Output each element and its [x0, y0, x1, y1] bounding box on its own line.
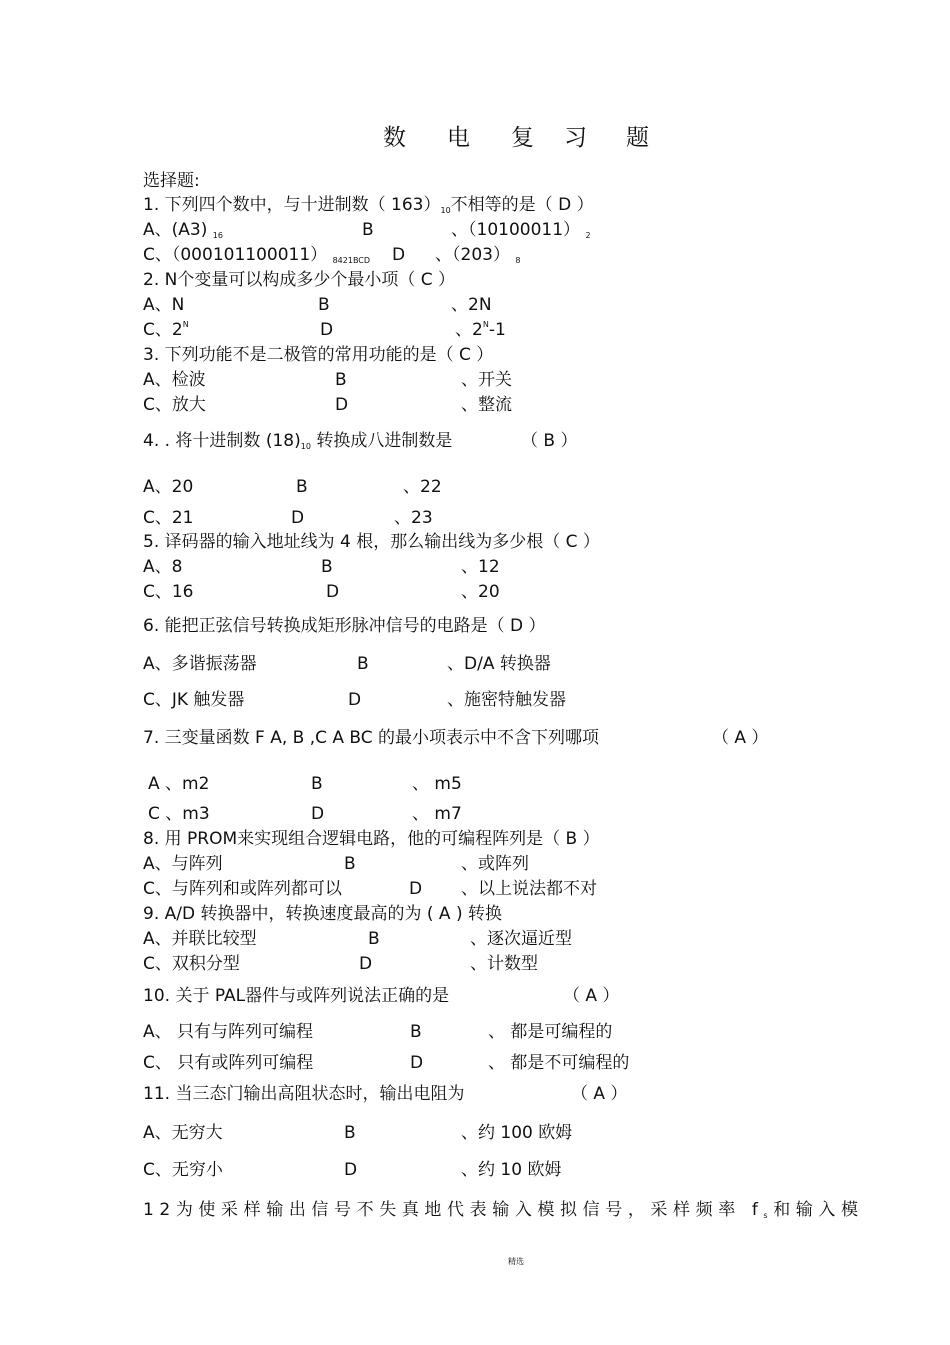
q1-option-d-letter: D [392, 245, 406, 265]
q10-option-b: 、 都是可编程的 [488, 1022, 613, 1042]
q8-option-d: 、以上说法都不对 [461, 879, 597, 899]
q3-option-c: C、放大 [143, 395, 206, 415]
q5-option-a: A、8 [143, 557, 183, 577]
q8-option-b: 、或阵列 [461, 854, 529, 874]
page-footer: 精选 [508, 1257, 524, 1266]
q5-option-c: C、16 [143, 582, 194, 602]
q11-option-b-letter: B [344, 1123, 356, 1143]
q8-option-b-letter: B [344, 854, 356, 874]
q9-option-b-letter: B [368, 929, 380, 949]
q9-option-d-letter: D [359, 954, 373, 974]
q2-option-b-letter: B [318, 295, 330, 315]
section-heading: 选择题: [143, 171, 200, 191]
q10-option-a: A、 只有与阵列可编程 [143, 1022, 314, 1042]
q9-option-c: C、双积分型 [143, 954, 240, 974]
q7-option-d: 、 m7 [412, 804, 462, 824]
q4-stem: 4. . 将十进制数 $(18)_{10}$ 转换成八进制数是 [143, 431, 453, 451]
q5-option-b: 、12 [461, 557, 500, 577]
q11-option-a: A、无穷大 [143, 1123, 223, 1143]
q9-stem: 9. A/D 转换器中，转换速度最高的为 ( A ) 转换 [143, 904, 502, 924]
q11-option-b: 、约 100 欧姆 [461, 1123, 573, 1143]
q7-stem: 7. 三变量函数 F A, B ,C A BC 的最小项表示中不含下列哪项 [143, 728, 600, 748]
q3-stem: 3. 下列功能不是二极管的常用功能的是（ C ） [143, 345, 494, 365]
title-char-5: 题 [626, 125, 649, 151]
q2-option-a: A、N [143, 295, 185, 315]
q1-option-b-letter: B [362, 220, 374, 240]
q5-stem: 5. 译码器的输入地址线为 4 根，那么输出线为多少根（ C ） [143, 532, 600, 552]
q11-option-d-letter: D [344, 1160, 358, 1180]
q7-option-b: 、 m5 [412, 774, 462, 794]
q8-option-a: A、与阵列 [143, 854, 223, 874]
q10-option-d: 、 都是不可编程的 [488, 1053, 630, 1073]
q6-option-b-letter: B [357, 654, 369, 674]
q4-option-d-letter: D [291, 508, 305, 528]
q6-option-a: A、多谐振荡器 [143, 654, 257, 674]
q2-option-d: 、$2^N-1$ [455, 320, 506, 340]
q7-option-d-letter: D [311, 804, 325, 824]
q10-option-d-letter: D [410, 1053, 424, 1073]
title-char-1: 数 [383, 125, 406, 151]
q11-option-d: 、约 10 欧姆 [461, 1160, 562, 1180]
q10-option-c: C、 只有或阵列可编程 [143, 1053, 314, 1073]
q7-option-a: A 、m2 [148, 774, 210, 794]
q6-option-d-letter: D [348, 690, 362, 710]
q7-option-b-letter: B [311, 774, 323, 794]
q6-option-d: 、施密特触发器 [447, 690, 566, 710]
q1-stem: 1. 下列四个数中，与十进制数（ $163)_{10}$不相等的是（ D ） [143, 195, 594, 215]
title-char-3: 复 [511, 125, 534, 151]
q3-option-d: 、整流 [461, 395, 512, 415]
q6-option-c: C、JK 触发器 [143, 690, 245, 710]
q9-option-b: 、逐次逼近型 [470, 929, 572, 949]
q5-option-d: 、20 [461, 582, 500, 602]
q3-option-b-letter: B [335, 370, 347, 390]
q1-option-c: C、（000101100011） $_{8421BCD}$ [143, 245, 371, 265]
q1-option-a: A、(A3) $_{16}$ [143, 220, 223, 240]
q2-option-c: C、$2^N$ [143, 320, 189, 340]
q3-option-d-letter: D [335, 395, 349, 415]
q4-option-a: A、20 [143, 477, 194, 497]
q3-option-a: A、检波 [143, 370, 206, 390]
q5-option-b-letter: B [321, 557, 333, 577]
q11-option-c: C、无穷小 [143, 1160, 223, 1180]
title-char-4: 习 [564, 125, 587, 151]
q2-stem: 2. N个变量可以构成多少个最小项（ C ） [143, 270, 456, 290]
title-char-2: 电 [447, 125, 470, 151]
q10-answer: （ A ） [563, 986, 620, 1006]
q4-option-b: 、22 [403, 477, 442, 497]
q12-stem: 12为使采样输出信号不失真地代表输入模拟信号，采样频率 $f_s$和输入模 [143, 1200, 864, 1220]
q5-option-d-letter: D [326, 582, 340, 602]
q2-option-d-letter: D [320, 320, 334, 340]
q11-answer: （ A ） [571, 1084, 628, 1104]
q4-option-d: 、23 [394, 508, 433, 528]
q10-option-b-letter: B [410, 1022, 422, 1042]
q8-stem: 8. 用 PROM来实现组合逻辑电路，他的可编程阵列是（ B ） [143, 829, 600, 849]
q4-option-b-letter: B [296, 477, 308, 497]
q4-answer: （ B ） [521, 431, 578, 451]
q11-stem: 11. 当三态门输出高阻状态时，输出电阻为 [143, 1084, 465, 1104]
q8-option-c: C、与阵列和或阵列都可以 [143, 879, 342, 899]
q6-option-b: 、D/A 转换器 [447, 654, 551, 674]
q4-option-c: C、21 [143, 508, 194, 528]
q7-answer: （ A ） [712, 728, 769, 748]
q9-option-d: 、计数型 [470, 954, 538, 974]
q10-stem: 10. 关于 PAL器件与或阵列说法正确的是 [143, 986, 450, 1006]
q6-stem: 6. 能把正弦信号转换成矩形脉冲信号的电路是（ D ） [143, 616, 546, 636]
page-title [0, 125, 950, 156]
q9-option-a: A、并联比较型 [143, 929, 257, 949]
q1-option-b: 、（10100011） $_2$ [451, 220, 591, 240]
q7-option-c: C 、m3 [148, 804, 210, 824]
q1-option-d: 、（203） $_8$ [435, 245, 521, 265]
q8-option-d-letter: D [409, 879, 423, 899]
q3-option-b: 、开关 [461, 370, 512, 390]
q2-option-b: 、2N [451, 295, 492, 315]
